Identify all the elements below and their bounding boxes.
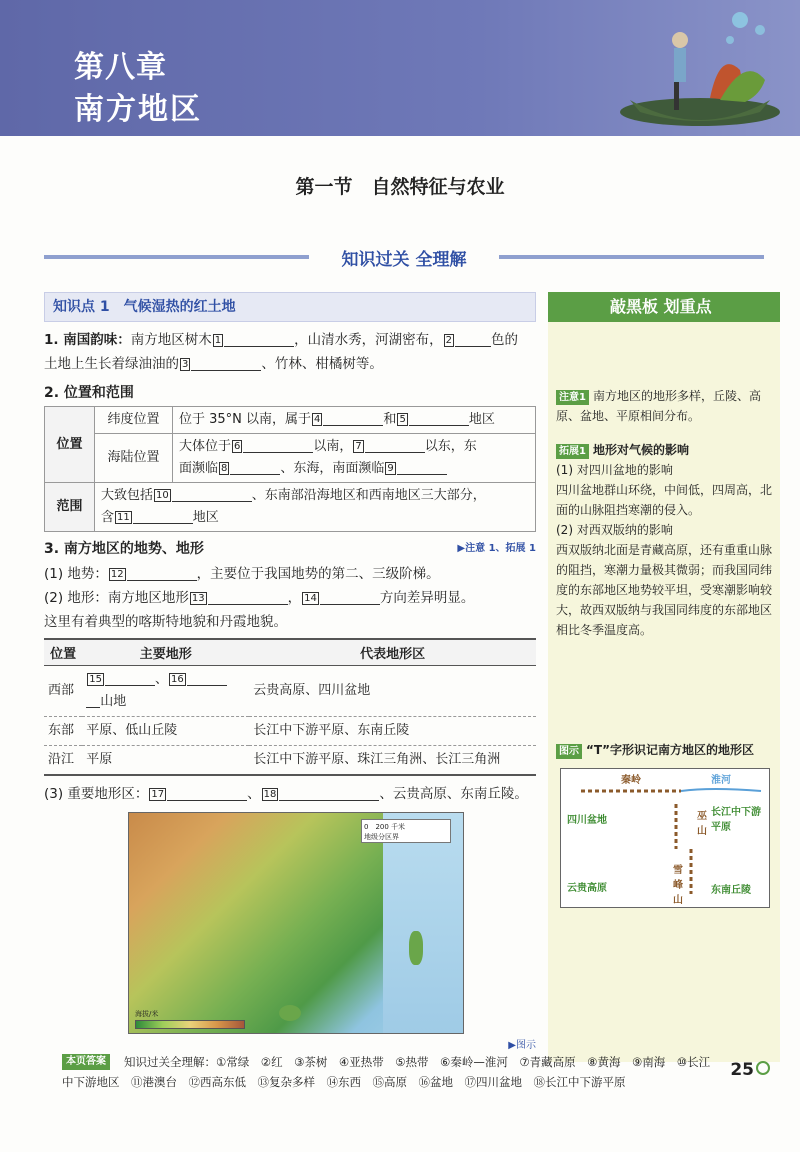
- extension-1: 拓展1 地形对气候的影响 (1) 对四川盆地的影响 四川盆地群山环绕，中间低，四周高，北面的山脉阻挡寒潮的侵入。 (2) 对西双版纳的影响 西双版纳北面是青藏高原，还有重重山脉的阻挡，寒潮力量极其微弱；而我国同纬度的东部地区地势较平坦，受寒潮影响较大，故西双版纳与我国同纬度的东部地区相比冬季温度高。: [556, 443, 773, 637]
- side-panel: [548, 292, 780, 1062]
- page-number: 25: [730, 1058, 770, 1080]
- legend-title: 海拔/米: [135, 1010, 159, 1018]
- knowledge-point-1-head: 知识点 1 气候湿热的红土地: [44, 292, 536, 322]
- south-china-relief-map: [128, 812, 464, 1034]
- question-3b: (2) 地形：南方地区地形 13 ， 14 方向差异明显。 这里有着典型的喀斯特地貌和丹霞地貌。: [44, 590, 475, 630]
- knowledge-bar-title: 知识过关 全理解: [341, 250, 467, 270]
- hainan-island: [279, 1005, 301, 1021]
- knowledge-bar: [44, 245, 764, 270]
- note-1: 注意1 南方地区的地形多样，丘陵、高原、盆地、平原相间分布。: [556, 389, 761, 423]
- boat-illustration: [570, 0, 800, 150]
- question-3a: (1) 地势： 12 ，主要位于我国地势的第二、三级阶梯。: [44, 566, 440, 582]
- t-shape-diagram: 秦岭 淮河 四川盆地 巫山 长江中下游平原 云贵高原 雪峰山 东南丘陵: [560, 768, 770, 908]
- question-1: 1. 南国韵味：南方地区树木 1 ，山清水秀，河湖密布， 2 色的 土地上生长着绿油油的 3 、竹林、柑橘树等。: [44, 332, 518, 372]
- terrain-table: 位置 主要地形 代表地形区 西部 15 、 16 山地 云贵高原、四川盆地 东部 平原、低山丘陵 长江中下游平原、东南丘陵 沿江 平原 长江中下游平原、珠江三角洲、长江三角洲: [44, 638, 536, 776]
- q3-reference: ▶注意 1、拓展 1: [457, 543, 536, 554]
- location-table: 位置 纬度位置 位于 35°N 以南，属于 4 和 5 地区 海陆位置 大体位于 6 以南， 7 以东，东 面濒临 8 、东海，南面濒临 9 范围 大致包括 10 、东南部沿海地区和西南地区三大部分， 含 11 地区: [44, 406, 536, 532]
- figure-t-shape: 图示 “T”字形识记南方地区的地形区: [548, 740, 780, 760]
- section-title: 第一节 自然特征与农业: [295, 176, 505, 198]
- elevation-legend: [135, 1020, 245, 1029]
- question-3-title: 3. 南方地区的地势、地形 ▶注意 1、拓展 1: [44, 538, 536, 560]
- answer-key: 知识过关全理解：①常绿 ②红 ③茶树 ④亚热带 ⑤热带 ⑥秦岭—淮河 ⑦青藏高原 ⑧黄海 ⑨南海 ⑩长江中下游地区 ⑪港澳台 ⑫西高东低 ⑬复杂多样 ⑭东西 ⑮高原 ⑯盆地 ⑰四川盆地 ⑱长江中下游平原: [62, 1055, 711, 1089]
- figure-reference: ▶图示: [508, 1040, 536, 1051]
- taiwan-island: [409, 931, 423, 965]
- chapter-subtitle: 南方地区: [74, 92, 202, 127]
- chapter-title: 第八章: [74, 50, 167, 85]
- answer-tag: 本页答案: [62, 1054, 110, 1070]
- question-3c: (3) 重要地形区： 17 、 18 、云贵高原、东南丘陵。: [44, 786, 528, 802]
- main-column: [44, 292, 536, 1051]
- side-panel-head: 敲黑板 划重点: [548, 292, 780, 322]
- question-2-title: 2. 位置和范围: [44, 385, 134, 401]
- map-legend-box: 0 200 千米 地级分区界: [361, 819, 451, 843]
